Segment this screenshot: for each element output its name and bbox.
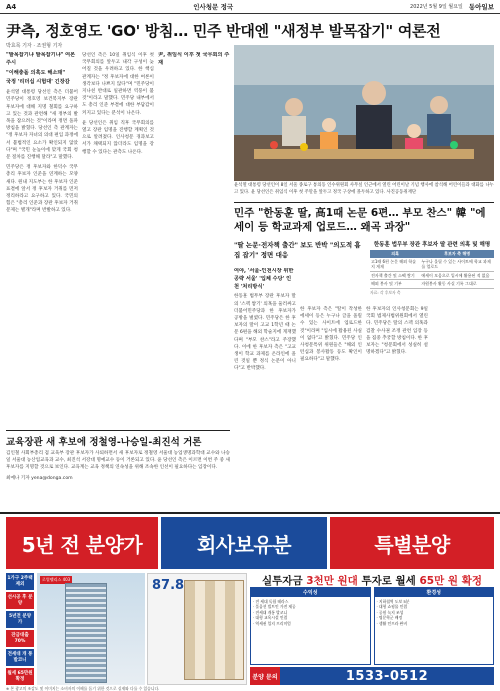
ad-phone-banner[interactable] xyxy=(250,667,494,685)
ad-area: 87.8 xyxy=(152,578,185,593)
ad-box-price: 5년 전 분양가 xyxy=(6,517,158,569)
divider xyxy=(6,430,230,431)
section-title: 인사청문 정국 xyxy=(193,3,234,11)
table-cell: 자원봉사 활동 사실 기록 그대로 xyxy=(420,280,494,289)
ad-feature: 1가구 2주택 제외 xyxy=(6,573,34,590)
article1-subhead-4: 尹, 취임식 이후 첫 국무회의 주재 xyxy=(158,52,230,66)
article2-subhead: "딸 논문·전자책 출간" 보도 반박 "의도적 흠집 잡기" 정면 대응 xyxy=(234,241,361,259)
table-header-claim: 의혹 xyxy=(370,250,420,258)
table-header-reply: 후보자 측 해명 xyxy=(420,250,494,258)
ad-feature: 5년전 분양가 xyxy=(6,611,34,628)
table-grid xyxy=(370,250,494,289)
ad-disclaimer: ※ 본 광고의 조감도 및 이미지는 소비자의 이해를 돕기 위한 것으로 실제와 다를 수 있습니다. xyxy=(6,686,160,691)
photo-scene xyxy=(234,45,494,181)
ad-building-image xyxy=(37,573,145,685)
article1-body-2: 민주당은 정 후보자와 한덕수 국무총리 후보자 인준을 연계하는 모양새다. 원내 지도부는 한 후보자 인준 표결에 앞서 정 후보자 거취를 먼저 정리하라고 요구하고 있다. 국민의힘은 "총리 인준과 장관 후보자 거취 문제는 별개"라며 반발하고 있다. xyxy=(6,165,78,214)
main-headline: 尹측, 정호영도 'GO' 방침… 민주 반대엔 "새정부 발목잡기" 여론전 xyxy=(6,22,441,40)
ad-feature: 잔금대출 70% xyxy=(6,630,34,647)
table-title: 한동훈 법무부 장관 후보자 딸 관련 의혹 및 해명 xyxy=(373,242,491,248)
ad-divider xyxy=(0,512,500,514)
table-cell: 누구나 올릴 수 있는 사이트에 학교 과제를 업로드 xyxy=(420,258,494,272)
ad-feature: 선시공 후 분양 xyxy=(6,592,34,609)
table-row xyxy=(370,280,494,289)
ad-feature-list xyxy=(6,573,34,685)
table-row xyxy=(370,258,494,272)
article2-column-2 xyxy=(300,306,362,506)
article3-text: 김인철 사회부총리 겸 교육부 장관 후보자가 사퇴하면서 새 후보자로 정철영 서울대 농업생명과학대 교수와 나승일 서울대 농산업교육과 교수, 최진석 서강대 명예교수 등이 거론되고 있다. 윤 당선인 측은 이르면 이번 주 중 새 후보자를 지명할 것으로 보인다. 교육계는 교육 정책의 연속성을 위해 조속한 인선이 필요하다는 입장이다. xyxy=(6,451,230,471)
ad-info-environment: 환경성 · 지하철역 도보 5분 · 대형 쇼핑몰 인접 · 공원 녹지 조성 · 명문학군 배정 · 생활 인프라 완비 xyxy=(374,587,495,665)
ad-feature: 월세 65만원 확정 xyxy=(6,668,34,685)
table-source: 자료: 각 후보자 측 xyxy=(370,289,401,295)
newspaper-brand: 동아일보 xyxy=(468,3,494,11)
table-cell: 에세이 모음으로 입시에 활용된 적 없음 xyxy=(420,271,494,280)
article2-column-3 xyxy=(366,306,428,506)
advertisement xyxy=(0,517,500,691)
main-byline: 박효목 기자 · 조권형 기자 xyxy=(6,43,63,49)
news-photo xyxy=(234,45,494,181)
ad-box-special: 특별분양 xyxy=(330,517,494,569)
article1-column-1 xyxy=(6,52,78,427)
article3-byline: 최예나 기자 yena@donga.com xyxy=(6,475,73,481)
divider xyxy=(234,202,494,203)
page-header xyxy=(0,0,500,14)
ad-phone-number[interactable]: 1533-0512 xyxy=(280,667,494,685)
article2-headline: 민주 "한동훈 딸, 高1때 논문 6편… 부모 찬스" 韓 "에세이 등 학교과제 업로드… 왜곡 과장" xyxy=(234,207,486,233)
article1-subhead-3: 국정 '리더십 시험대' 긴장감 xyxy=(6,79,70,86)
photo-caption: 윤석열 대통령 당선인이 8일 서울 종로구 통의동 인수위원회 사무실 인근에서 열린 어린이날 기념 행사에 참석해 어린이들과 대화를 나누고 있다. 윤 당선인은 취임식 이후 첫 주말을 앞두고 정국 구상에 몰두하고 있다. 사진공동취재단 xyxy=(234,183,494,195)
ad-floor-plan xyxy=(147,573,247,685)
issue-date: 2022년 5월 9일 월요일 xyxy=(410,4,463,10)
article2-body-1: 한동훈 법무부 장관 후보자 딸의 '스펙 쌓기' 의혹을 둘러싸고 더불어민주당과 한 후보자가 공방을 벌였다. 민주당은 한 후보자의 딸이 고교 1학년 때 논문 6편을 해외 학술지에 게재했다며 "부모 찬스"라고 주장했다. 이에 한 후보자 측은 "고교생이 학교 과제를 온라인에 올린 것일 뿐 정식 논문이 아니다"고 반박했다. xyxy=(234,294,296,372)
table-cell: 전자책 출간 및 스펙 쌓기 xyxy=(370,271,420,280)
article1-subhead-2: "이해충돌 의혹도 해소돼" xyxy=(6,69,66,76)
page-number: A4 xyxy=(6,2,17,11)
article1-body-4: 윤 당선인은 취임 직후 국무회의를 열고 장관 임명을 진행할 계획인 것으로 알려졌다. 인사청문 경과보고서가 채택되지 않더라도 임명을 강행할 수 있다는 관측도 나온다. xyxy=(82,120,154,155)
ad-info-profit: 수익성 · 전 세대 독립 테라스 · 풀옵션 빌트인 가전 제공 · 전세대 개통 발코니 · 대형 교육시설 인접 · 역세권 입지 프리미엄 xyxy=(250,587,371,665)
table-cell: 고1때 6편 논문 해외 학술지 게재 xyxy=(370,258,420,272)
article1-column-3 xyxy=(158,52,230,427)
ad-phone-label: 분양 문의 xyxy=(250,667,280,685)
ad-tower xyxy=(65,583,107,683)
article1-body-3: 당선인 측은 10일 취임식 이후 첫 국무회의를 앞두고 내각 구성이 늦어질 것을 우려하고 있다. 한 핵심 관계자는 "정 후보자에 대한 여론이 생각보다 나쁘지 않다"며 "민주당이 지나친 반대로 일관하면 역풍이 불 것"이라고 말했다. 민주당 내부에서도 총리 인준 부결에 대한 부담감이 커지고 있다는 분석이 나온다. xyxy=(82,53,154,116)
allegation-table xyxy=(370,240,494,296)
ad-feature: 전세대 개 통발코니 xyxy=(6,649,34,666)
article2-body-3: 한 후보자의 인사청문회는 9일 국회 법제사법위원회에서 열린다. 민주당은 딸의 스펙 의혹과 검찰 수사권 조정 관련 입장 등을 집중 추궁할 방침이다. 한 후보자는 "청문회에서 성실히 설명하겠다"고 밝혔다. xyxy=(366,307,428,356)
article1-body-1: 윤석열 대통령 당선인 측은 더불어민주당이 정호영 보건복지부 장관 후보자에 대해 지명 철회를 요구하고 있는 것과 관련해 "새 정부의 발목을 잡으려는 것"이라며 정면 돌파 방침을 밝혔다. 당선인 측 관계자는 "정 후보자 자녀의 의대 편입 과정에서 불법적인 요소가 확인되지 않았다"며 "국민 눈높이에 맞게 국회 청문 절차를 진행해 달라"고 말했다. xyxy=(6,90,78,161)
article1-column-2 xyxy=(82,52,154,427)
ad-banner xyxy=(6,517,494,569)
article3-body xyxy=(6,450,230,506)
ad-info-boxes xyxy=(250,587,494,665)
article2-midsub: 여야, '서울-인천시장 위한 공략 서울' '입체 수당' 인천 '처리방식' xyxy=(234,268,294,290)
ad-building-tag: 로열팰리스 403 xyxy=(42,577,71,582)
article3-headline: 교육장관 새 후보에 정철영-나승일-최진석 거론 xyxy=(6,437,202,448)
ad-investment-line: 실투자금 3천만 원대 투자로 월세 65만 원 확정 xyxy=(262,575,482,587)
article2-body-2: 한 후보자 측은 "딸이 작성한 에세이 등은 누구나 글을 올릴 수 있는 사이트에 업로드한 것"이라며 "입시에 활용된 사실이 없다"고 밝혔다. 민주당 인사청문특위 위원들은 "해외 인턴십과 봉사활동 등도 확인이 필요하다"고 말했다. xyxy=(300,307,362,363)
ad-box-company: 회사보유분 xyxy=(161,517,327,569)
table-cell: 해외 봉사 및 기부 xyxy=(370,280,420,289)
ad-plan-grid xyxy=(184,580,244,680)
table-row xyxy=(370,271,494,280)
article2-column-1 xyxy=(234,268,296,506)
article2-column-4 xyxy=(432,306,494,506)
article1-subhead-1: "발목잡기냐 발목잡기냐" 여론 주시 xyxy=(6,52,76,66)
